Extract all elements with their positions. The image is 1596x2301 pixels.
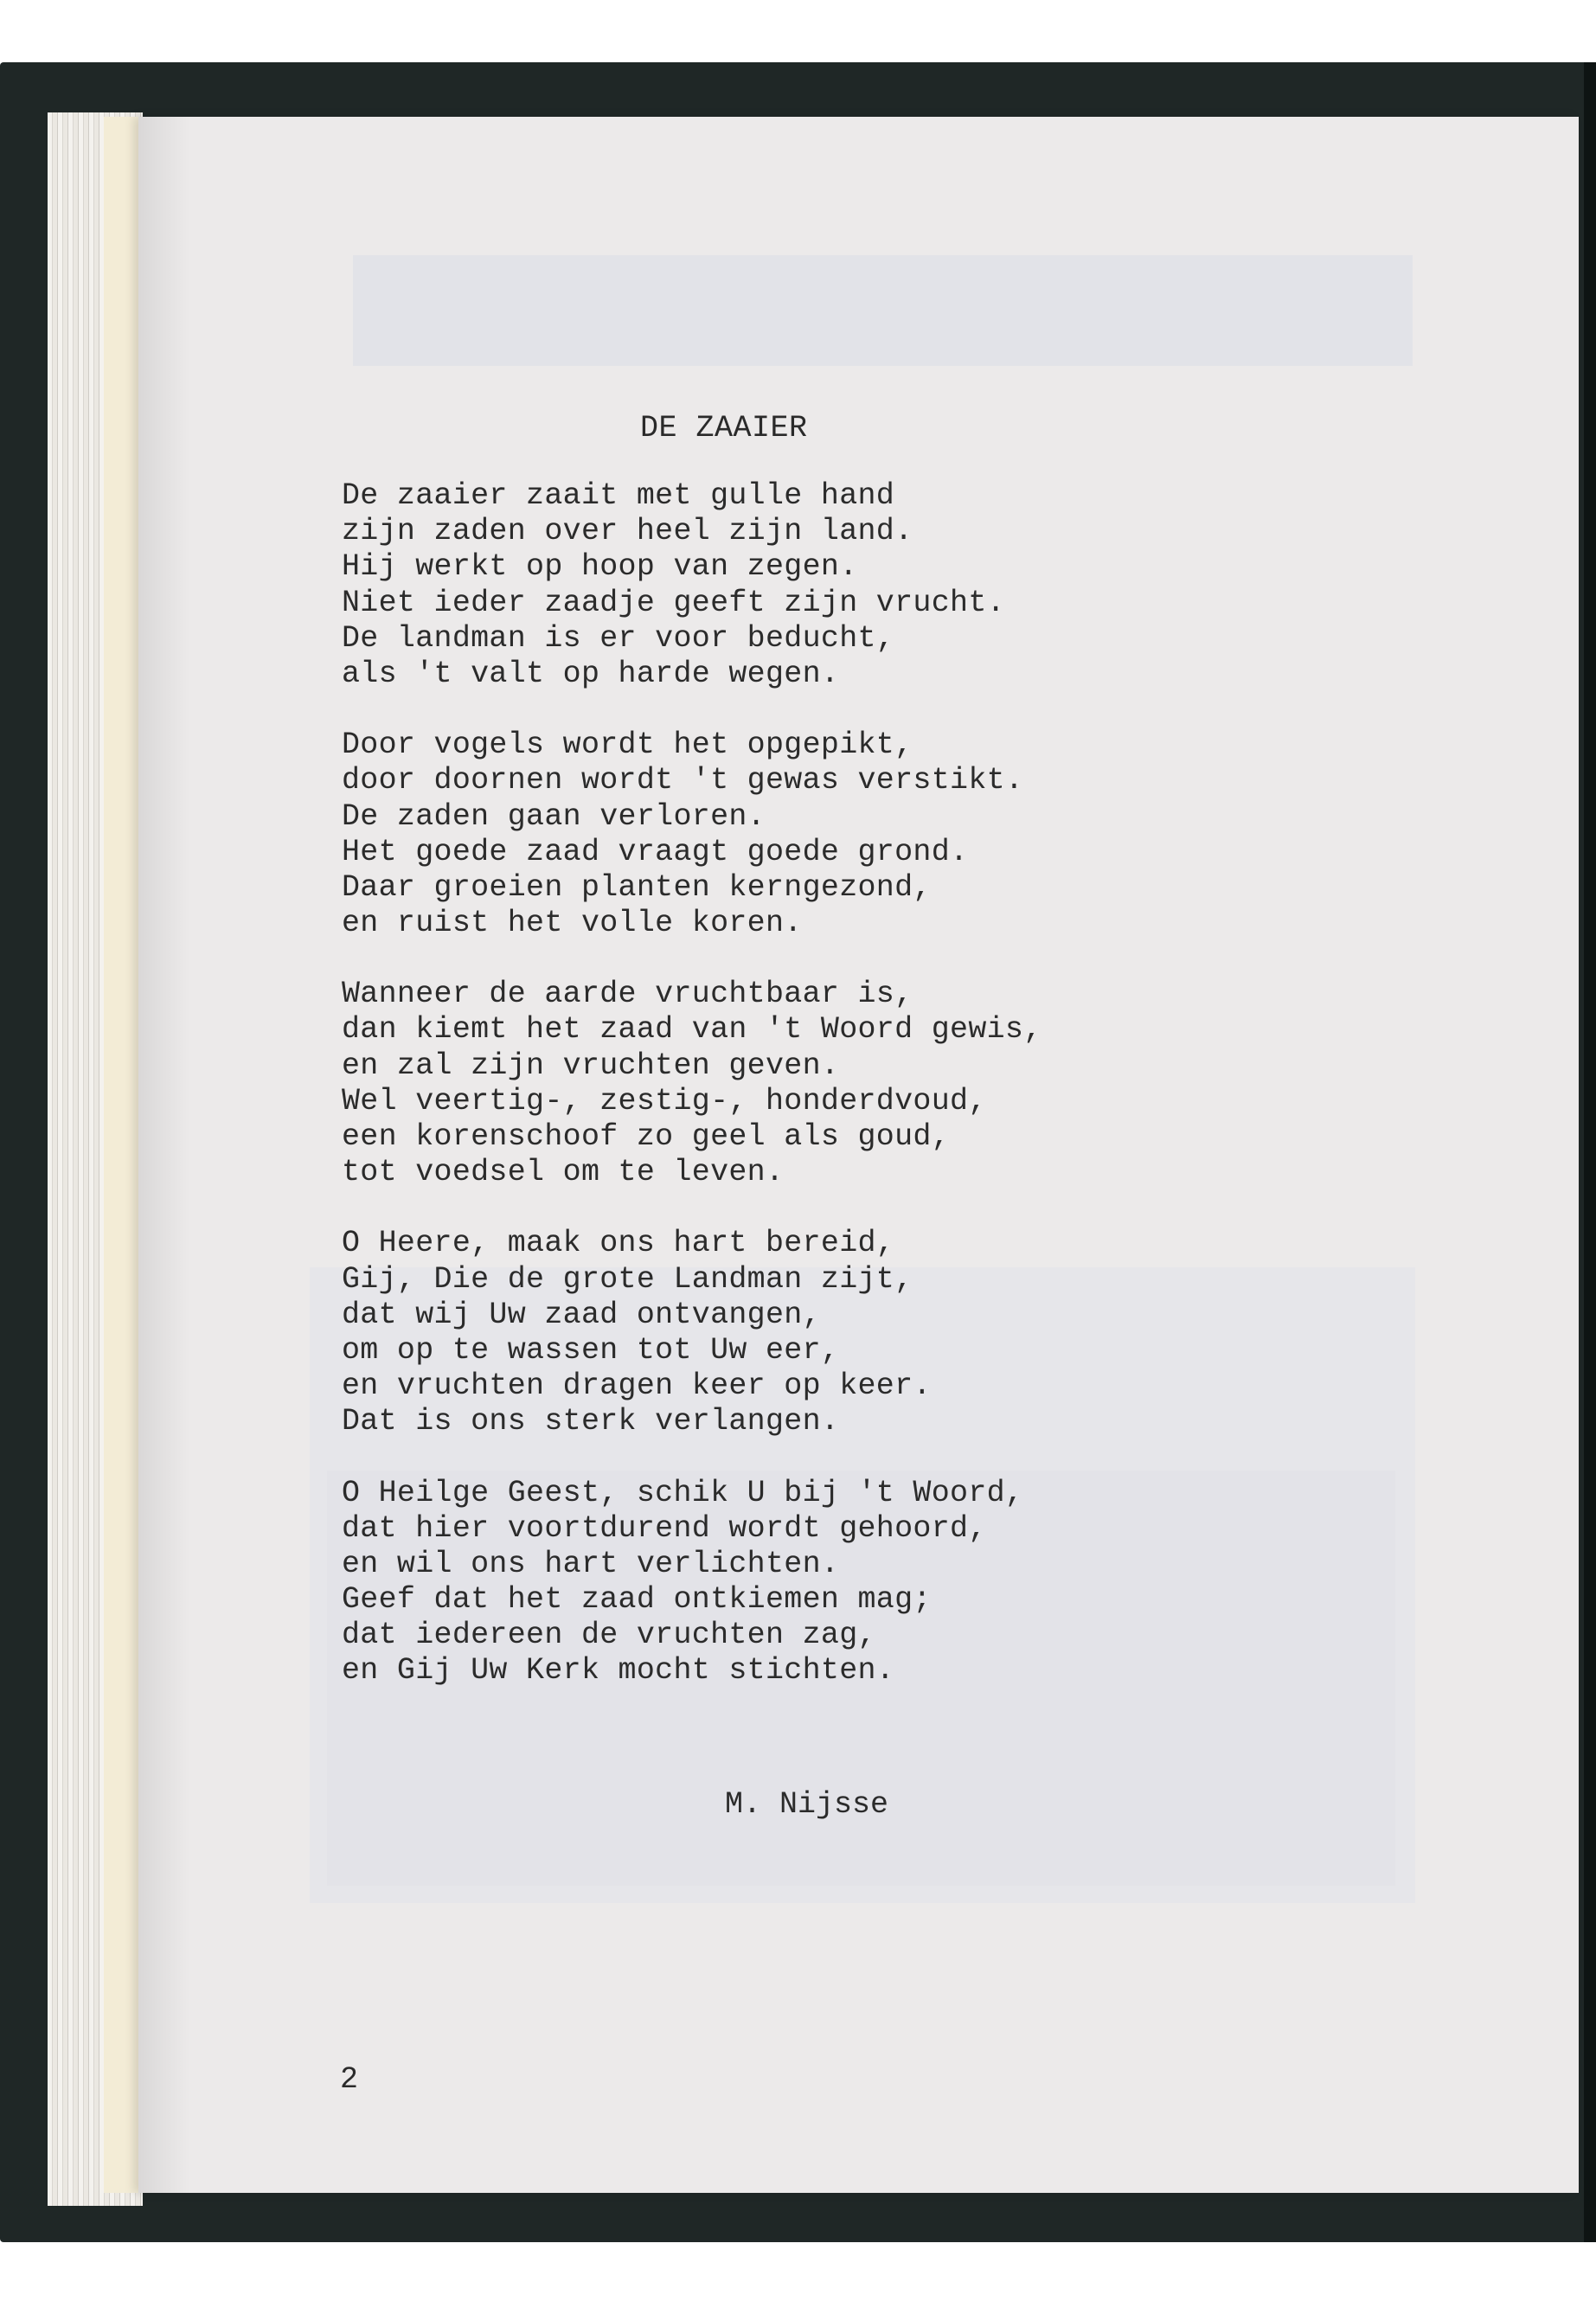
- poem-line: De zaaier zaait met gulle hand: [342, 478, 895, 513]
- page-edges-cream: [104, 117, 143, 2193]
- poem-line: en zal zijn vruchten geven.: [342, 1048, 840, 1083]
- stanza: [342, 1226, 1380, 1439]
- poem-author: M. Nijsse: [725, 1787, 889, 1822]
- poem-line: Hij werkt op hoop van zegen.: [342, 549, 858, 585]
- poem-line: zijn zaden over heel zijn land.: [342, 514, 913, 549]
- poem-line: dat iedereen de vruchten zag,: [342, 1618, 876, 1653]
- poem-line: een korenschoof zo geel als goud,: [342, 1119, 951, 1154]
- page-number: 2: [340, 2062, 359, 2097]
- poem-line: De zaden gaan verloren.: [342, 798, 766, 834]
- poem-line: O Heere, maak ons hart bereid,: [342, 1226, 895, 1261]
- poem-line: als 't valt op harde wegen.: [342, 656, 840, 691]
- page-gutter-shade: [138, 117, 190, 2193]
- stanza: [342, 727, 1380, 941]
- poem-line: en vruchten dragen keer op keer.: [342, 1368, 932, 1404]
- poem-line: Dat is ons sterk verlangen.: [342, 1404, 840, 1439]
- poem-line: om op te wassen tot Uw eer,: [342, 1332, 840, 1368]
- book-page: [138, 117, 1579, 2193]
- poem-line: Wel veertig-, zestig-, honderdvoud,: [342, 1083, 987, 1118]
- poem-line: Het goede zaad vraagt goede grond.: [342, 834, 969, 869]
- poem-line: De landman is er voor beducht,: [342, 620, 895, 656]
- poem-line: tot voedsel om te leven.: [342, 1155, 785, 1190]
- stanza: [342, 478, 1380, 692]
- poem-line: O Heilge Geest, schik U bij 't Woord,: [342, 1475, 1024, 1510]
- poem-line: en ruist het volle koren.: [342, 906, 803, 941]
- poem-line: dat hier voortdurend wordt gehoord,: [342, 1510, 987, 1546]
- poem-title: DE ZAAIER: [640, 411, 808, 445]
- stanza: [342, 977, 1380, 1190]
- poem-line: dat wij Uw zaad ontvangen,: [342, 1297, 821, 1332]
- stanza: [342, 1476, 1380, 1689]
- poem-body: [342, 478, 1380, 1725]
- poem-line: en Gij Uw Kerk mocht stichten.: [342, 1653, 895, 1689]
- poem-line: dan kiemt het zaad van 't Woord gewis,: [342, 1012, 1042, 1048]
- poem-line: Niet ieder zaadje geeft zijn vrucht.: [342, 585, 1005, 620]
- poem-line: Door vogels wordt het opgepikt,: [342, 727, 913, 763]
- show-through-header: [353, 255, 1413, 366]
- poem-line: Wanneer de aarde vruchtbaar is,: [342, 977, 913, 1012]
- poem-line: Geef dat het zaad ontkiemen mag;: [342, 1582, 932, 1618]
- poem-line: door doornen wordt 't gewas verstikt.: [342, 763, 1024, 798]
- poem-line: Daar groeien planten kerngezond,: [342, 869, 932, 905]
- book-cover-edge: [1584, 62, 1596, 2242]
- poem-line: Gij, Die de grote Landman zijt,: [342, 1261, 913, 1297]
- poem-line: en wil ons hart verlichten.: [342, 1546, 840, 1581]
